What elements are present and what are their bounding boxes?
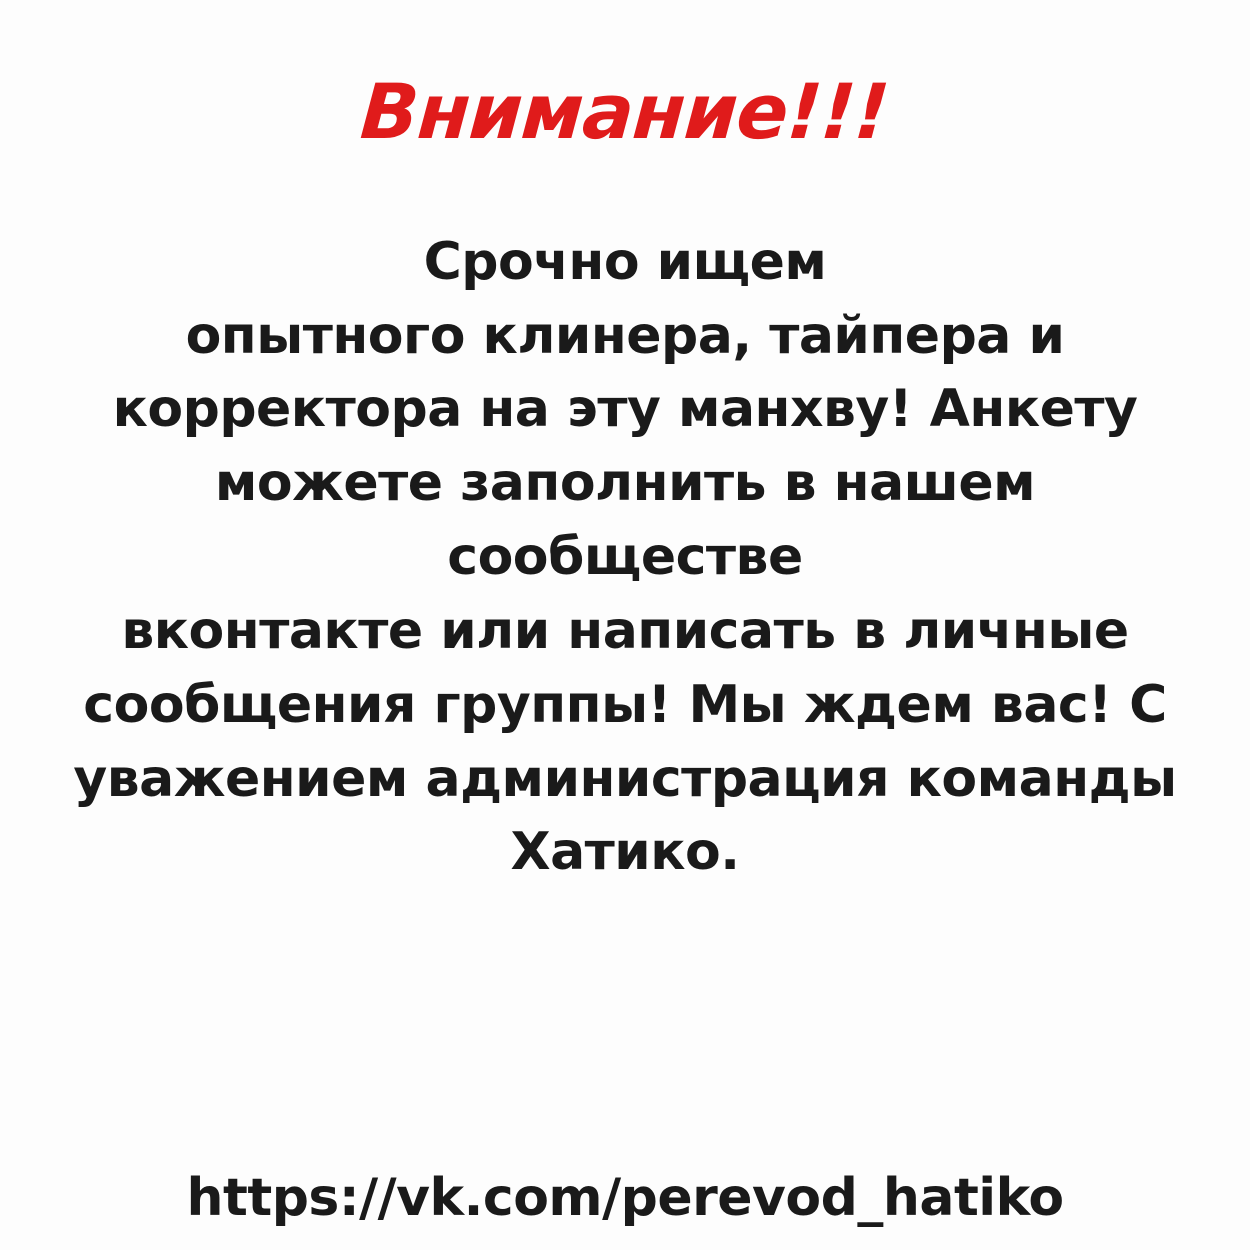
body-line: опытного клинера, тайпера и [185,305,1065,366]
body-line: можете заполнить в нашем сообществе [214,453,1036,588]
body-line: Хатико. [510,822,740,883]
body-line: корректора на эту манхву! Анкету [112,379,1138,440]
body-line: уважением администрация команды [73,748,1177,809]
body-line: сообщения группы! Мы ждем вас! С [83,674,1167,735]
body-line: Срочно ищем [423,231,827,292]
page-title: Внимание!!! [358,67,892,156]
announcement-body [60,226,1190,890]
vk-community-link[interactable]: https://vk.com/perevod_hatiko [186,1168,1064,1228]
body-line: вконтакте или написать в личные [121,600,1129,661]
